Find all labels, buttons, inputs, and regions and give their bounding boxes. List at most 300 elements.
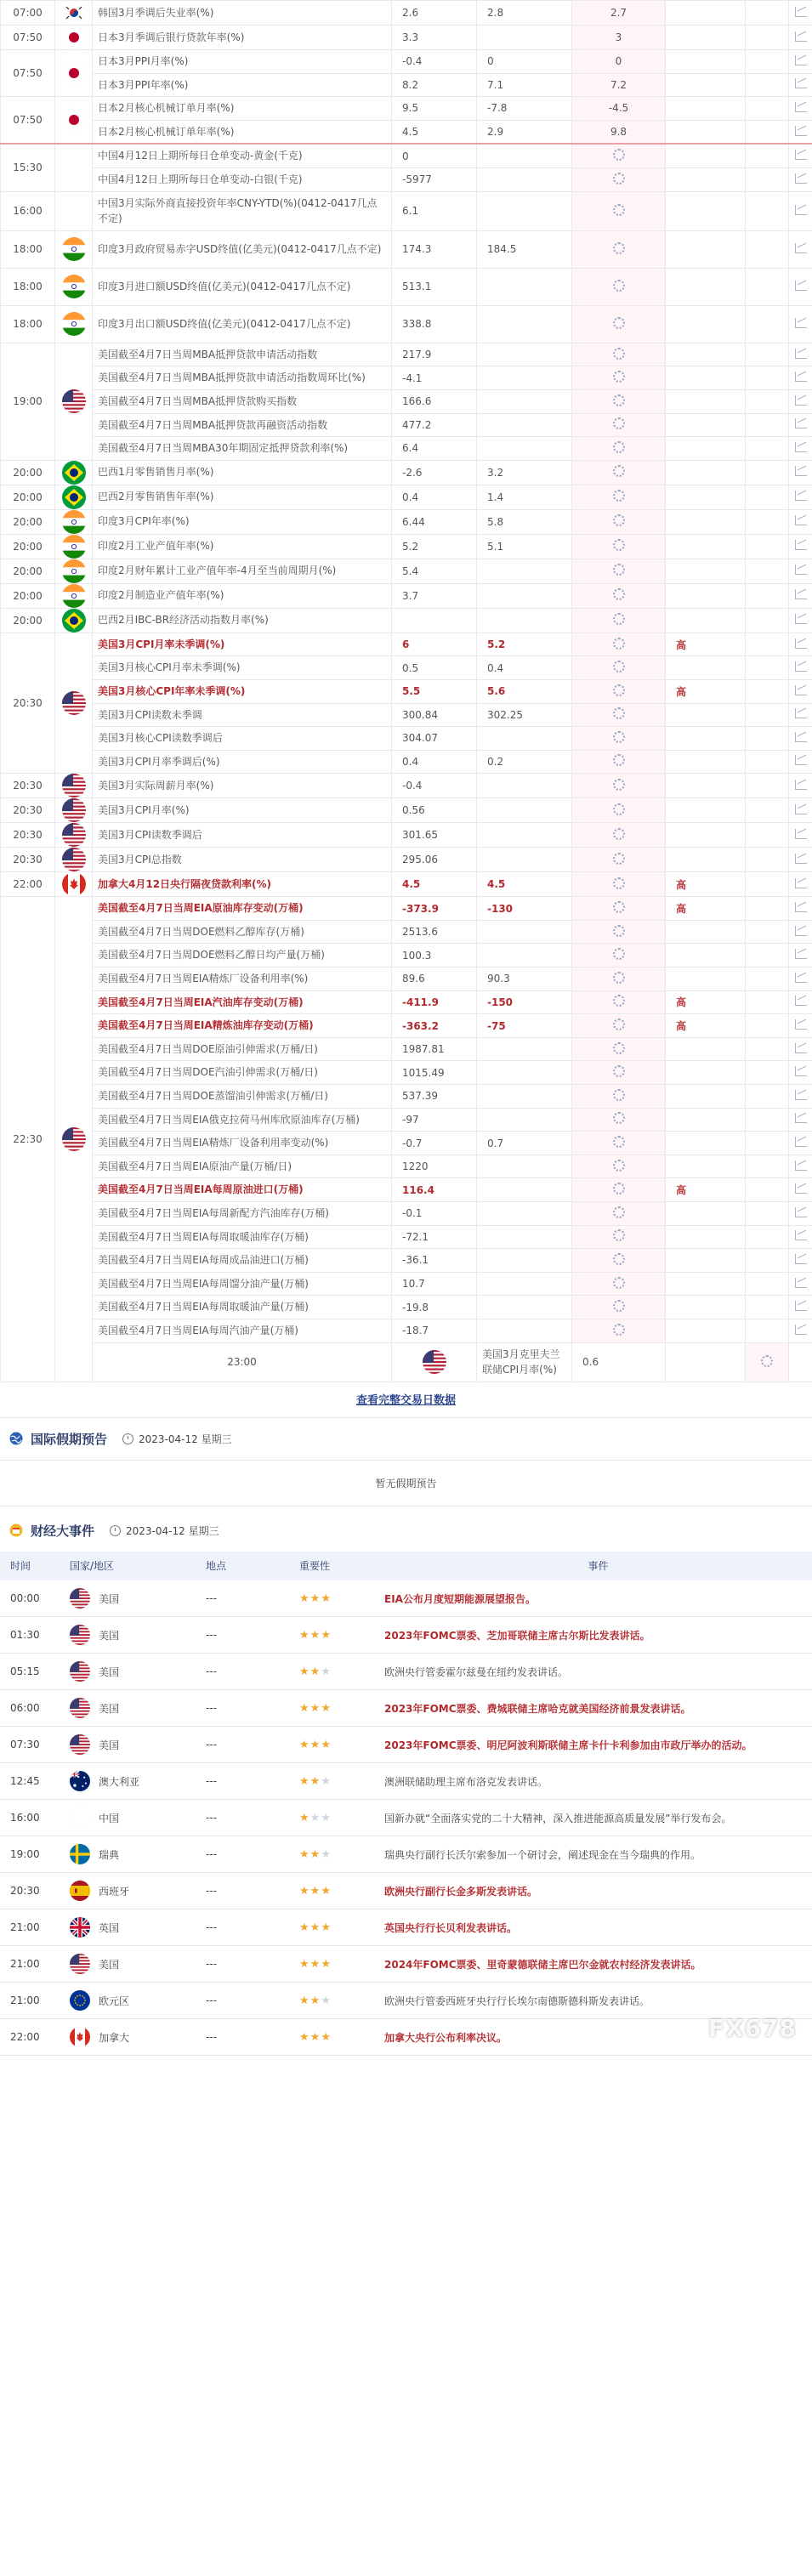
forecast-value: 90.3 — [477, 967, 572, 991]
actual-value — [572, 990, 666, 1014]
loading-icon — [613, 490, 625, 502]
importance — [666, 656, 746, 680]
event-description[interactable]: 2023年FOMC票委、芝加哥联储主席古尔斯比发表讲话。 — [374, 1617, 812, 1654]
previous-value: 0.4 — [392, 485, 477, 509]
chart-cell[interactable] — [789, 191, 812, 230]
event-time: 20:30 — [1, 823, 55, 848]
indicator-name[interactable]: 美国截至4月7日当周MBA抵押贷款申请活动指数 — [93, 343, 392, 366]
indicator-name[interactable]: 印度2月财年累计工业产值年率-4月至当前周期月(%) — [93, 559, 392, 583]
forecast-value — [477, 1225, 572, 1249]
actual-value — [572, 389, 666, 413]
chart-icon[interactable] — [795, 540, 807, 550]
indicator-name[interactable]: 日本2月核心机械订单月率(%) — [93, 97, 392, 121]
previous-value: -72.1 — [392, 1225, 477, 1249]
chart-cell[interactable] — [789, 823, 812, 848]
indicator-name[interactable]: 美国3月克里夫兰联储CPI月率(%) — [477, 1342, 572, 1382]
indicator-name[interactable]: 印度2月工业产值年率(%) — [93, 534, 392, 559]
indicator-name[interactable]: 美国3月CPI读数季调后 — [93, 823, 392, 848]
chart-cell[interactable] — [789, 50, 812, 74]
chart-icon[interactable] — [795, 78, 807, 88]
chart-icon[interactable] — [795, 973, 807, 983]
calendar-row — [1, 774, 812, 798]
chart-icon[interactable] — [795, 1254, 807, 1264]
actual-value — [572, 656, 666, 680]
indicator-name[interactable]: 印度3月政府贸易赤字USD终值(亿美元)(0412-0417几点不定) — [93, 230, 392, 268]
event-description[interactable]: 欧洲央行副行长金多斯发表讲话。 — [374, 1873, 812, 1909]
indicator-name[interactable]: 加拿大4月12日央行隔夜贷款利率(%) — [93, 872, 392, 897]
indicator-name[interactable]: 美国3月CPI月率(%) — [93, 798, 392, 823]
event-country — [60, 1690, 196, 1727]
clock-icon — [110, 1525, 121, 1536]
actual-value — [572, 343, 666, 366]
calendar-row — [1, 534, 812, 559]
forecast-value — [477, 437, 572, 461]
chart-cell[interactable] — [789, 727, 812, 751]
importance — [666, 437, 746, 461]
usa-flag-icon — [62, 798, 86, 822]
indicator-name[interactable]: 日本3月PPI月率(%) — [93, 50, 392, 74]
country-flag — [392, 1342, 477, 1382]
star-icon: ★ — [309, 1628, 321, 1642]
previous-value: 300.84 — [392, 703, 477, 727]
chart-icon[interactable] — [795, 780, 807, 790]
indicator-name[interactable]: 中国3月实际外商直接投资年率CNY-YTD(%)(0412-0417几点不定) — [93, 191, 392, 230]
chart-icon[interactable] — [795, 996, 807, 1006]
event-row — [0, 1983, 812, 2019]
previous-value: 301.65 — [392, 823, 477, 848]
loading-icon — [613, 348, 625, 360]
chart-icon[interactable] — [795, 661, 807, 672]
chart-icon[interactable] — [795, 491, 807, 501]
forecast-value — [477, 167, 572, 191]
chart-cell[interactable] — [789, 1, 812, 26]
chart-cell[interactable] — [789, 1085, 812, 1109]
chart-icon[interactable] — [795, 205, 807, 215]
chart-cell[interactable] — [789, 167, 812, 191]
importance-stars — [289, 1836, 374, 1873]
chart-cell[interactable] — [789, 305, 812, 343]
forecast-value — [477, 944, 572, 967]
chart-cell[interactable] — [789, 1296, 812, 1319]
indicator-name[interactable]: 美国截至4月7日当周EIA每周原油进口(万桶) — [93, 1178, 392, 1202]
chart-cell[interactable] — [789, 897, 812, 921]
indicator-name[interactable]: 美国截至4月7日当周DOE燃料乙醇日均产量(万桶) — [93, 944, 392, 967]
event-description[interactable]: 澳洲联储助理主席布洛克发表讲话。 — [374, 1763, 812, 1800]
chart-cell[interactable] — [789, 1319, 812, 1342]
event-place: --- — [196, 1836, 289, 1873]
indicator-name[interactable]: 美国截至4月7日当周EIA每周取暖油库存(万桶) — [93, 1225, 392, 1249]
previous-value: -0.1 — [392, 1202, 477, 1226]
event-place: --- — [196, 1580, 289, 1617]
holiday-date-text: 2023-04-12 星期三 — [139, 1433, 232, 1445]
country-flag — [55, 798, 93, 823]
loading-icon — [613, 371, 625, 383]
indicator-name[interactable]: 美国截至4月7日当周MBA抵押贷款再融资活动指数 — [93, 413, 392, 437]
indicator-name[interactable]: 美国截至4月7日当周EIA每周新配方汽油库存(万桶) — [93, 1202, 392, 1226]
indicator-name[interactable]: 美国截至4月7日当周EIA每周成品油进口(万桶) — [93, 1249, 392, 1273]
chart-cell[interactable] — [789, 967, 812, 991]
chart-icon[interactable] — [795, 1230, 807, 1240]
chart-icon[interactable] — [795, 281, 807, 291]
chart-cell[interactable] — [789, 1132, 812, 1155]
indicator-name[interactable]: 印度3月出口额USD终值(亿美元)(0412-0417几点不定) — [93, 305, 392, 343]
indicator-name[interactable]: 韩国3月季调后失业率(%) — [93, 1, 392, 26]
header-country: 国家/地区 — [60, 1552, 196, 1580]
chart-icon[interactable] — [795, 442, 807, 452]
importance — [666, 191, 746, 230]
indicator-name[interactable]: 美国3月实际周薪月率(%) — [93, 774, 392, 798]
chart-icon[interactable] — [795, 902, 807, 912]
blank-cell — [746, 73, 789, 97]
chart-icon[interactable] — [795, 755, 807, 765]
chart-cell[interactable] — [789, 656, 812, 680]
chart-cell[interactable] — [789, 1037, 812, 1061]
indicator-name[interactable]: 印度3月进口额USD终值(亿美元)(0412-0417几点不定) — [93, 268, 392, 305]
country-flag — [55, 583, 93, 608]
indicator-name[interactable]: 美国3月CPI总指数 — [93, 848, 392, 872]
chart-cell[interactable] — [789, 97, 812, 121]
chart-cell[interactable] — [789, 679, 812, 703]
previous-value: -373.9 — [392, 897, 477, 921]
importance — [666, 559, 746, 583]
importance-stars — [289, 1909, 374, 1946]
indicator-name[interactable]: 巴西1月零售销售月率(%) — [93, 460, 392, 485]
event-description[interactable]: 国新办就“全面落实党的二十大精神，深入推进能源高质量发展”举行发布会。 — [374, 1800, 812, 1836]
chart-icon[interactable] — [795, 318, 807, 328]
importance-stars — [289, 1690, 374, 1727]
event-description[interactable]: 英国央行行长贝利发表讲话。 — [374, 1909, 812, 1946]
loading-icon — [613, 754, 625, 766]
indicator-name[interactable]: 美国截至4月7日当周DOE蒸馏油引伸需求(万桶/日) — [93, 1085, 392, 1109]
event-description[interactable]: EIA公布月度短期能源展望报告。 — [374, 1580, 812, 1617]
indicator-name[interactable]: 日本3月PPI年率(%) — [93, 73, 392, 97]
chart-cell[interactable] — [789, 73, 812, 97]
chart-icon[interactable] — [795, 418, 807, 428]
chart-cell[interactable] — [789, 1225, 812, 1249]
chart-icon[interactable] — [795, 1090, 807, 1100]
indicator-name[interactable]: 美国3月CPI月率未季调(%) — [93, 633, 392, 656]
chart-cell[interactable] — [789, 920, 812, 944]
previous-value: 295.06 — [392, 848, 477, 872]
chart-cell[interactable] — [789, 583, 812, 608]
chart-cell[interactable] — [789, 389, 812, 413]
chart-icon[interactable] — [795, 395, 807, 406]
country-flag — [55, 97, 93, 145]
actual-value — [572, 437, 666, 461]
event-place: --- — [196, 1800, 289, 1836]
indicator-name[interactable]: 美国截至4月7日当周MBA抵押贷款申请活动指数周环比(%) — [93, 366, 392, 390]
indicator-name[interactable]: 日本2月核心机械订单年率(%) — [93, 120, 392, 144]
chart-cell[interactable] — [789, 1178, 812, 1202]
chart-icon[interactable] — [795, 1207, 807, 1217]
importance — [666, 608, 746, 633]
chart-icon[interactable] — [795, 1160, 807, 1171]
chart-icon[interactable] — [795, 638, 807, 649]
chart-icon[interactable] — [795, 126, 807, 136]
chart-cell[interactable] — [789, 413, 812, 437]
indicator-name[interactable]: 美国3月核心CPI月率未季调(%) — [93, 656, 392, 680]
chart-cell[interactable] — [789, 437, 812, 461]
importance — [666, 1272, 746, 1296]
importance — [666, 268, 746, 305]
chart-cell[interactable] — [789, 944, 812, 967]
chart-cell[interactable] — [789, 534, 812, 559]
indicator-name[interactable]: 美国截至4月7日当周MBA30年期固定抵押贷款利率(%) — [93, 437, 392, 461]
indicator-name[interactable]: 美国截至4月7日当周EIA每周取暖油产量(万桶) — [93, 1296, 392, 1319]
chart-icon[interactable] — [795, 926, 807, 936]
indicator-name[interactable]: 美国截至4月7日当周EIA精炼厂设备利用率变动(%) — [93, 1132, 392, 1155]
importance — [666, 1085, 746, 1109]
indicator-name[interactable]: 印度3月CPI年率(%) — [93, 509, 392, 534]
event-description[interactable]: 欧洲央行管委西班牙央行行长埃尔南德斯德科斯发表讲话。 — [374, 1983, 812, 2019]
chart-icon[interactable] — [795, 150, 807, 160]
indicator-name[interactable]: 中国4月12日上期所每日仓单变动-黄金(千克) — [93, 144, 392, 167]
chart-icon[interactable] — [795, 102, 807, 112]
actual-value-text: 3 — [615, 31, 622, 43]
actual-value — [572, 120, 666, 144]
indicator-name[interactable]: 美国截至4月7日当周EIA精炼油库存变动(万桶) — [93, 1014, 392, 1038]
actual-value — [572, 305, 666, 343]
event-time: 20:30 — [1, 774, 55, 798]
view-full-data-link[interactable]: 查看完整交易日数据 — [0, 1382, 812, 1418]
importance — [666, 798, 746, 823]
chart-cell[interactable] — [789, 872, 812, 897]
chart-cell[interactable] — [789, 1202, 812, 1226]
calendar-row — [1, 413, 812, 437]
loading-icon — [613, 317, 625, 329]
country-flag — [55, 559, 93, 583]
event-row — [0, 1836, 812, 1873]
usa-flag-icon — [70, 1698, 90, 1718]
event-time: 20:00 — [1, 509, 55, 534]
event-description[interactable]: 2023年FOMC票委、明尼阿波利斯联储主席卡什卡利参加由市政厅举办的活动。 — [374, 1727, 812, 1763]
chart-icon[interactable] — [795, 829, 807, 839]
chart-cell[interactable] — [789, 798, 812, 823]
sweden-flag-icon — [70, 1844, 90, 1864]
chart-cell[interactable] — [789, 774, 812, 798]
previous-value: 3.7 — [392, 583, 477, 608]
forecast-value — [477, 1061, 572, 1085]
indicator-name[interactable]: 中国4月12日上期所每日仓单变动-白银(千克) — [93, 167, 392, 191]
chart-cell[interactable] — [789, 144, 812, 167]
indicator-name[interactable]: 美国截至4月7日当周EIA每周馏分油产量(万桶) — [93, 1272, 392, 1296]
blank-cell — [746, 1132, 789, 1155]
calendar-row — [1, 437, 812, 461]
chart-icon[interactable] — [795, 1019, 807, 1030]
forecast-value — [477, 343, 572, 366]
actual-value — [746, 1342, 789, 1382]
blank-cell — [746, 1061, 789, 1085]
chart-icon[interactable] — [795, 1278, 807, 1288]
importance — [666, 343, 746, 366]
star-icon: ★ — [299, 1811, 310, 1824]
chart-icon[interactable] — [795, 515, 807, 525]
chart-cell[interactable] — [789, 485, 812, 509]
chart-cell[interactable] — [789, 509, 812, 534]
chart-icon[interactable] — [795, 708, 807, 718]
chart-icon[interactable] — [795, 589, 807, 599]
indicator-name[interactable]: 印度2月制造业产值年率(%) — [93, 583, 392, 608]
country-flag — [55, 633, 93, 774]
star-icon: ★ — [309, 1884, 321, 1898]
event-description[interactable]: 2024年FOMC票委、里奇蒙德联储主席巴尔金就农村经济发表讲话。 — [374, 1946, 812, 1983]
indicator-name[interactable]: 美国3月核心CPI读数季调后 — [93, 727, 392, 751]
chart-icon[interactable] — [795, 804, 807, 814]
indicator-name[interactable]: 美国截至4月7日当周DOE汽油引伸需求(万桶/日) — [93, 1061, 392, 1085]
chart-icon[interactable] — [795, 565, 807, 575]
chart-icon[interactable] — [795, 173, 807, 184]
previous-value: 1015.49 — [392, 1061, 477, 1085]
calendar-row — [1, 1319, 812, 1342]
indicator-name[interactable]: 巴西2月IBC-BR经济活动指数月率(%) — [93, 608, 392, 633]
indicator-name[interactable]: 美国截至4月7日当周EIA俄克拉荷马州库欣原油库存(万桶) — [93, 1108, 392, 1132]
chart-icon[interactable] — [795, 1066, 807, 1076]
japan-flag-icon — [62, 26, 86, 49]
indicator-name[interactable]: 美国截至4月7日当周DOE燃料乙醇库存(万桶) — [93, 920, 392, 944]
chart-cell[interactable] — [789, 608, 812, 633]
actual-value — [572, 268, 666, 305]
loading-icon — [613, 1300, 625, 1312]
previous-value: 166.6 — [392, 389, 477, 413]
chart-icon[interactable] — [795, 614, 807, 624]
chart-icon[interactable] — [795, 1301, 807, 1311]
calendar-row — [1, 679, 812, 703]
indicator-name[interactable]: 巴西2月零售销售年率(%) — [93, 485, 392, 509]
chart-cell[interactable] — [789, 343, 812, 366]
chart-icon[interactable] — [795, 1325, 807, 1335]
blank-cell — [746, 1319, 789, 1342]
chart-cell[interactable] — [789, 559, 812, 583]
forecast-value — [477, 1108, 572, 1132]
chart-cell[interactable] — [789, 460, 812, 485]
blank-cell — [746, 920, 789, 944]
previous-value: 1987.81 — [392, 1037, 477, 1061]
importance — [666, 944, 746, 967]
calendar-row — [1, 823, 812, 848]
indicator-name[interactable]: 日本3月季调后银行贷款年率(%) — [93, 26, 392, 50]
chart-icon[interactable] — [795, 243, 807, 253]
chart-icon[interactable] — [795, 1183, 807, 1194]
blank-cell — [746, 1178, 789, 1202]
usa-flag-icon — [70, 1588, 90, 1609]
blank-cell — [746, 1037, 789, 1061]
chart-cell[interactable] — [789, 703, 812, 727]
chart-cell[interactable] — [789, 1108, 812, 1132]
chart-cell[interactable] — [789, 1155, 812, 1178]
star-icon: ★ — [321, 1628, 332, 1642]
importance — [666, 1108, 746, 1132]
chart-cell[interactable] — [789, 848, 812, 872]
actual-value — [572, 583, 666, 608]
event-time: 20:00 — [1, 485, 55, 509]
indicator-name[interactable]: 美国截至4月7日当周EIA汽油库存变动(万桶) — [93, 990, 392, 1014]
chart-cell[interactable] — [789, 1249, 812, 1273]
importance — [666, 485, 746, 509]
country-flag — [55, 26, 93, 50]
chart-icon[interactable] — [795, 1043, 807, 1053]
forecast-value — [477, 1202, 572, 1226]
star-icon: ★ — [309, 1994, 321, 2007]
calendar-row — [1, 1155, 812, 1178]
events-header-row — [0, 1552, 812, 1580]
previous-value: 4.5 — [392, 120, 477, 144]
chart-cell[interactable] — [789, 1014, 812, 1038]
importance — [666, 1249, 746, 1273]
previous-value: 100.3 — [392, 944, 477, 967]
india-flag-icon — [62, 275, 86, 298]
chart-cell[interactable] — [789, 366, 812, 390]
event-description[interactable]: 瑞典央行副行长沃尔索参加一个研讨会，阐述现金在当今瑞典的作用。 — [374, 1836, 812, 1873]
previous-value: 2513.6 — [392, 920, 477, 944]
importance: 高 — [666, 1014, 746, 1038]
chart-icon[interactable] — [795, 55, 807, 65]
chart-icon[interactable] — [795, 878, 807, 888]
indicator-name[interactable]: 美国截至4月7日当周DOE原油引伸需求(万桶/日) — [93, 1037, 392, 1061]
importance — [666, 583, 746, 608]
actual-value — [572, 559, 666, 583]
chart-cell[interactable] — [789, 268, 812, 305]
chart-icon[interactable] — [795, 1113, 807, 1123]
indicator-name[interactable]: 美国3月CPI读数未季调 — [93, 703, 392, 727]
chart-icon[interactable] — [795, 854, 807, 864]
chart-icon[interactable] — [795, 7, 807, 17]
chart-cell[interactable] — [789, 633, 812, 656]
chart-cell[interactable] — [789, 230, 812, 268]
previous-value: 9.5 — [392, 97, 477, 121]
indicator-name[interactable]: 美国截至4月7日当周EIA原油库存变动(万桶) — [93, 897, 392, 921]
importance — [666, 920, 746, 944]
event-description[interactable]: 2023年FOMC票委、费城联储主席哈克就美国经济前景发表讲话。 — [374, 1690, 812, 1727]
indicator-name[interactable]: 美国截至4月7日当周EIA原油产量(万桶/日) — [93, 1155, 392, 1178]
chart-icon[interactable] — [795, 949, 807, 959]
chart-cell[interactable] — [789, 1272, 812, 1296]
actual-value — [572, 167, 666, 191]
calendar-row — [1, 26, 812, 50]
indicator-name[interactable]: 美国截至4月7日当周EIA每周汽油产量(万桶) — [93, 1319, 392, 1342]
actual-value — [572, 944, 666, 967]
importance — [666, 823, 746, 848]
chart-cell[interactable] — [789, 120, 812, 144]
event-country — [60, 1580, 196, 1617]
chart-cell[interactable] — [789, 750, 812, 774]
chart-icon[interactable] — [795, 372, 807, 382]
chart-cell[interactable] — [789, 990, 812, 1014]
chart-icon[interactable] — [795, 466, 807, 476]
indicator-name[interactable]: 美国截至4月7日当周EIA精炼厂设备利用率(%) — [93, 967, 392, 991]
importance — [666, 1225, 746, 1249]
event-description[interactable]: 加拿大央行公布利率决议。 — [374, 2019, 812, 2056]
event-time: 12:45 — [0, 1763, 60, 1800]
chart-icon[interactable] — [795, 732, 807, 742]
loading-icon — [613, 465, 625, 477]
indicator-name[interactable]: 美国3月核心CPI年率未季调(%) — [93, 679, 392, 703]
event-time: 06:00 — [0, 1690, 60, 1727]
chart-cell[interactable] — [789, 26, 812, 50]
chart-icon[interactable] — [795, 685, 807, 695]
previous-value: -0.7 — [392, 1132, 477, 1155]
event-description[interactable]: 欧洲央行管委霍尔兹曼在纽约发表讲话。 — [374, 1654, 812, 1690]
indicator-name[interactable]: 美国截至4月7日当周MBA抵押贷款购买指数 — [93, 389, 392, 413]
chart-cell[interactable] — [789, 1061, 812, 1085]
chart-icon[interactable] — [795, 31, 807, 42]
india-flag-icon — [62, 510, 86, 534]
blank-cell — [746, 1108, 789, 1132]
indicator-name[interactable]: 美国3月CPI月率季调后(%) — [93, 750, 392, 774]
chart-icon[interactable] — [795, 1137, 807, 1147]
chart-icon[interactable] — [795, 349, 807, 359]
calendar-row — [1, 1108, 812, 1132]
loading-icon — [613, 925, 625, 937]
